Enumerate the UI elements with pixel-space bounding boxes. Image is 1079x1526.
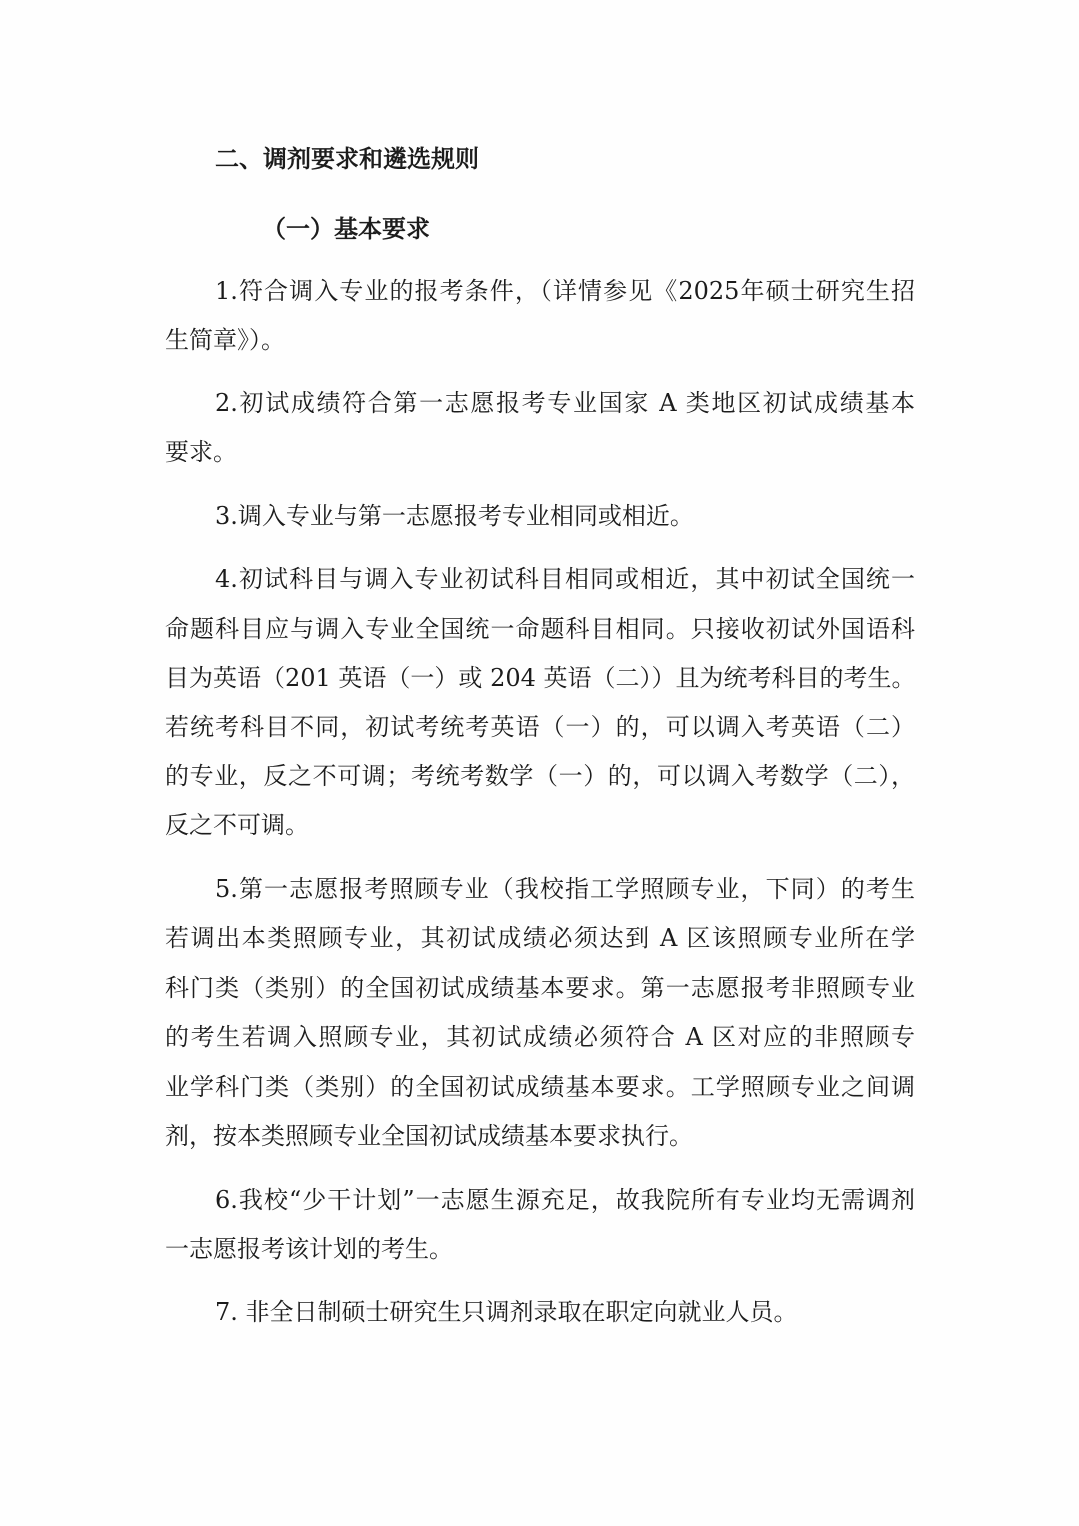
item-4-line-4: 若统考科目不同，初试考统考英语（一）的，可以调入考英语（二） [165,713,915,741]
item-4-line-5: 的专业，反之不可调；考统考数学（一）的，可以调入考数学（二）， [165,762,915,790]
item-4-line-1: 4.初试科目与调入专业初试科目相同或相近，其中初试全国统一 [215,565,915,593]
item-5-line-1: 5.第一志愿报考照顾专业（我校指工学照顾专业，下同）的考生 [215,875,915,903]
item-7-line-1: 7. 非全日制硕士研究生只调剂录取在职定向就业人员。 [215,1298,798,1326]
subsection-title: （一）基本要求 [262,215,430,243]
item-2-line-2: 要求。 [165,438,237,466]
item-2-line-1: 2.初试成绩符合第一志愿报考专业国家 A 类地区初试成绩基本 [215,389,915,417]
item-3-line-1: 3.调入专业与第一志愿报考专业相同或相近。 [215,502,694,530]
item-1-line-1: 1.符合调入专业的报考条件，（详情参见《2025年硕士研究生招 [215,277,915,305]
item-5-line-2: 若调出本类照顾专业，其初试成绩必须达到 A 区该照顾专业所在学 [165,924,915,952]
item-4-line-3: 目为英语（201 英语（一）或 204 英语（二））且为统考科目的考生。 [165,664,916,692]
item-5-line-4: 的考生若调入照顾专业，其初试成绩必须符合 A 区对应的非照顾专 [165,1023,915,1051]
section-title: 二、调剂要求和遴选规则 [215,145,479,173]
item-4-line-2: 命题科目应与调入专业全国统一命题科目相同。只接收初试外国语科 [165,615,915,643]
item-5-line-6: 剂，按本类照顾专业全国初试成绩基本要求执行。 [165,1122,693,1150]
item-5-line-5: 业学科门类（类别）的全国初试成绩基本要求。工学照顾专业之间调 [165,1073,915,1101]
item-4-line-6: 反之不可调。 [165,811,309,839]
item-6-line-2: 一志愿报考该计划的考生。 [165,1235,453,1263]
item-5-line-3: 科门类（类别）的全国初试成绩基本要求。第一志愿报考非照顾专业 [165,974,915,1002]
item-1-line-2: 生简章》）。 [165,326,285,354]
item-6-line-1: 6.我校“少干计划”一志愿生源充足，故我院所有专业均无需调剂 [215,1186,915,1214]
